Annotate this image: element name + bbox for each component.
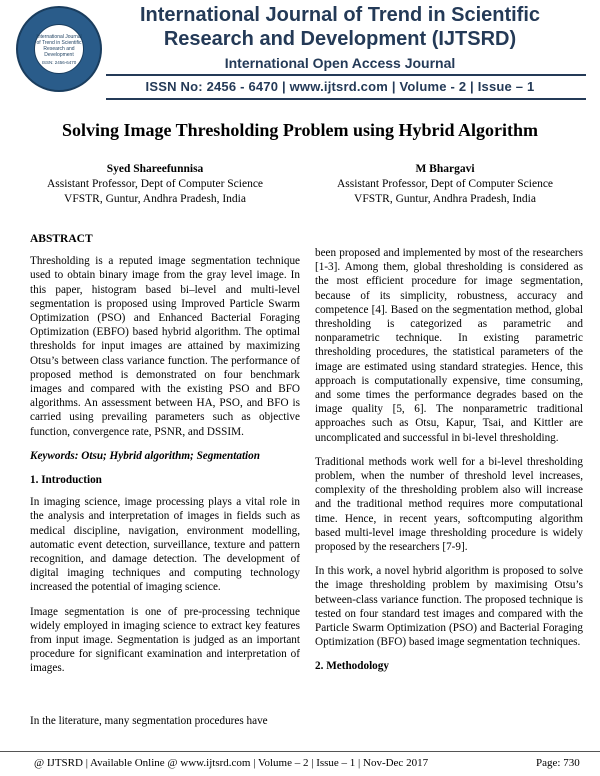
body-paragraph-1: been proposed and implemented by most of the researchers [1-3]. Among them, global thresholding is considered as the most efficient procedure for image segmentation, because of its simplicity, robustness, accuracy and competence [4]. Based on the segmentation method, global thresholding is categorized as parametric and nonparametric technique. In existing parametric thresholding procedures, the statistical parameters of the image are estimated using standard strategies. Hence, this approach is computationally expensive, time consuming, and some times the performance degrades based on the image quality [5, 6]. The nonparametric traditional approaches such as Otsu, Kapur, Tsai, and Kittler are uncomplicated and successful in bi-level thresholding. [315, 247, 583, 444]
author-name: M Bhargavi [415, 163, 475, 175]
author-location: VFSTR, Guntur, Andhra Pradesh, India [354, 193, 536, 205]
author-name: Syed Shareefunnisa [106, 163, 204, 175]
section-heading-methodology: 2. Methodology [315, 660, 389, 673]
body-paragraph-3: In this work, a novel hybrid algorithm is proposed to solve the image thresholding problem by maximising Otsu’s between-class variance function. The proposed technique is tested on four standard test images and compared with the Particle Swarm Optimization (PSO) and Bacterial Foraging Optimization (BFO) based image segmentation techniques. [315, 565, 583, 649]
intro-paragraph-1: In imaging science, image processing plays a vital role in the analysis and interpretation of images in fields such as medical discipline, navigation, environment modelling, automatic event detection, surveillance, texture and pattern recognition, and damage detection. The development of digital imaging techniques and computing technology increased the potential of imaging science. [30, 496, 300, 594]
page-number: Page: 730 [536, 757, 580, 769]
journal-header [0, 0, 600, 100]
left-column [30, 232, 300, 728]
author-location: VFSTR, Guntur, Andhra Pradesh, India [64, 193, 246, 205]
body-paragraph-2: Traditional methods work well for a bi-level thresholding problem, when the number of threshold level increases, complexity of the thresholding problem also will increase and the traditional method requires more computational time. Hence, in recent years, softcomputing algorithm based multi-level image thresholding procedure is widely proposed by the researchers [7-9]. [315, 455, 583, 554]
abstract-text: Thresholding is a reputed image segmentation technique used to obtain binary image from the gray level image. In this paper, histogram based bi–level and multi-level segmentation is proposed using Improved Particle Swarm Optimization (PSO) and Enhanced Bacterial Foraging Optimization (EBFO) based hybrid algorithm. The optimal thresholds for input images are attained by maximizing Otsu’s between class variance function. The performance of proposed method is demonstrated on four benchmark images and compared with the existing PSO and BFO algorithms. An assessment between HA, PSO, and BFO is carried using prevailing parameters such as objective function, convergence rate, PSNR, and DSSIM. [30, 255, 300, 438]
abstract-heading: ABSTRACT [30, 233, 93, 245]
intro-paragraph-3: In the literature, many segmentation procedures have [30, 714, 268, 727]
logo-text: International Journal of Trend in Scientific Research and Development [36, 34, 82, 58]
footer-rule [0, 751, 600, 752]
author-affiliation: Assistant Professor, Dept of Computer Science [336, 178, 554, 190]
header-rule-bottom [106, 98, 586, 100]
intro-paragraph-2: Image segmentation is one of pre-processing technique widely employed in imaging science to extract key features from input image. Segmentation is judged as an important procedure for significant examination and interpretation of images. [30, 605, 300, 675]
author-block-2 [305, 162, 585, 207]
section-heading-introduction: 1. Introduction [30, 474, 102, 487]
journal-issn-line: ISSN No: 2456 - 6470 | www.ijtsrd.com | Volume - 2 | Issue – 1 [145, 79, 535, 94]
keywords: Keywords: Otsu; Hybrid algorithm; Segmentation [30, 449, 260, 462]
header-rule-top [106, 74, 586, 76]
paper-title: Solving Image Thresholding Problem using Hybrid Algorithm [61, 120, 539, 140]
footer-text: @ IJTSRD | Available Online @ www.ijtsrd.com | Volume – 2 | Issue – 1 | Nov-Dec 2017 [34, 757, 429, 769]
author-block-1 [15, 162, 295, 207]
page-footer [0, 751, 600, 776]
author-affiliation: Assistant Professor, Dept of Computer Science [46, 178, 264, 190]
journal-name-line2: Research and Development (IJTSRD) [163, 28, 517, 50]
right-column [315, 246, 583, 682]
journal-name-line1: International Journal of Trend in Scientific [139, 4, 541, 26]
journal-access-line: International Open Access Journal [224, 55, 456, 71]
logo-issn: ISSN: 2456-6470 [41, 60, 77, 65]
